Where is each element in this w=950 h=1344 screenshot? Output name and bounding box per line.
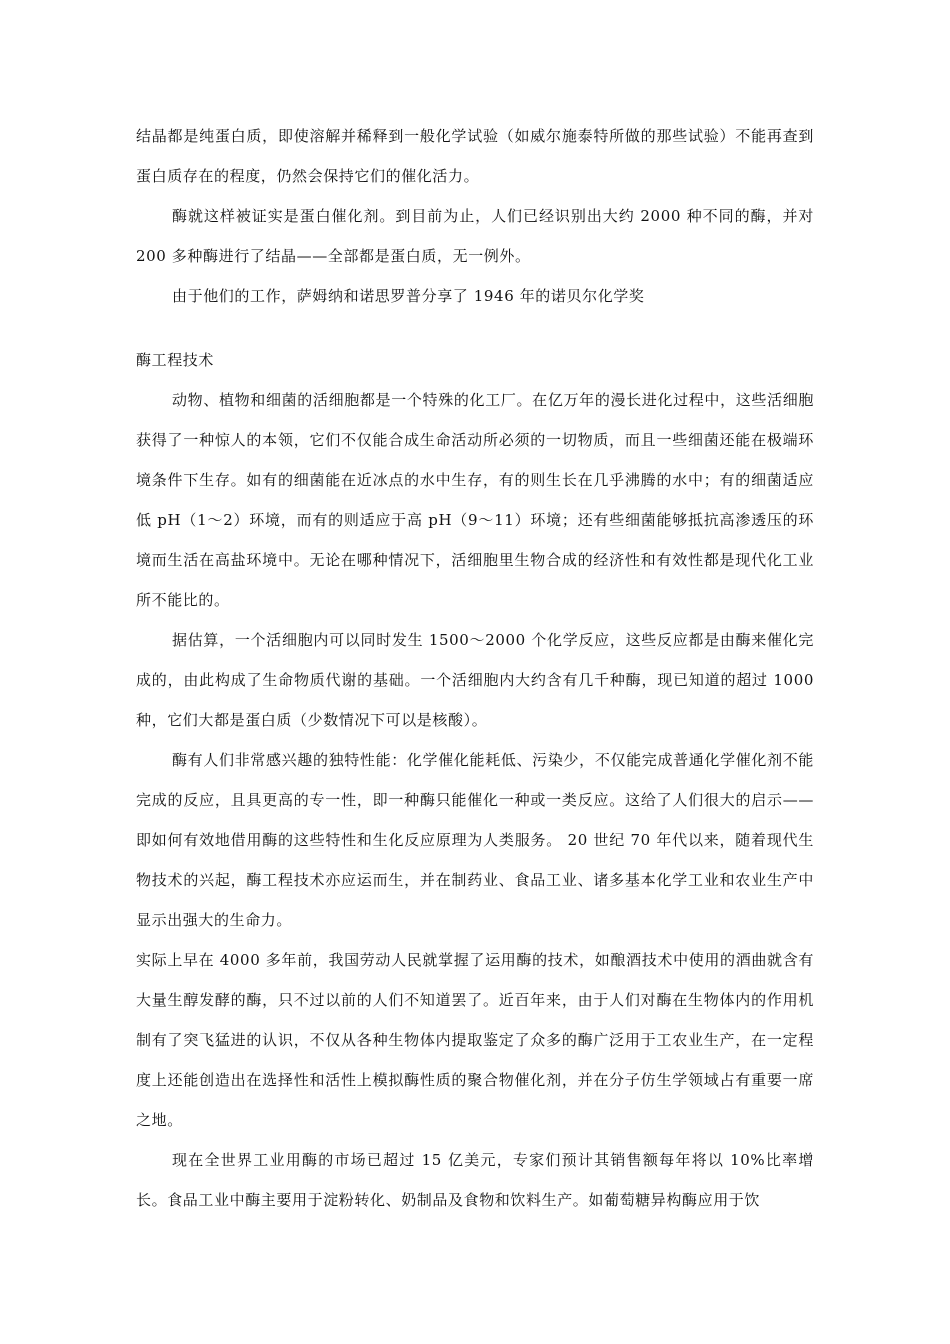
paragraph-nobel-prize: 由于他们的工作，萨姆纳和诺思罗普分享了 1946 年的诺贝尔化学奖 bbox=[172, 287, 645, 305]
paragraph-crystal-protein: 结晶都是纯蛋白质，即使溶解并稀释到一般化学试验（如威尔施泰特所做的那些试验）不能再查到蛋白质存在的程度，仍然会保持它们的催化活力。 bbox=[136, 127, 814, 185]
paragraph-enzyme-proven: 酶就这样被证实是蛋白催化剂。到目前为止，人们已经识别出大约 2000 种不同的酶，并对 200 多种酶进行了结晶——全部都是蛋白质，无一例外。 bbox=[136, 207, 814, 265]
paragraph-living-cells: 动物、植物和细菌的活细胞都是一个特殊的化工厂。在亿万年的漫长进化过程中，这些活细胞获得了一种惊人的本领，它们不仅能合成生命活动所必须的一切物质，而且一些细菌还能在极端环境条件下生存。如有的细菌能在近冰点的水中生存，有的则生长在几乎沸腾的水中；有的细菌适应低 pH（1～2）环境，而有的则适应于高 pH（9～11）环境；还有些细菌能够抵抗高渗透压的环境而生活在高盐环境中。无论在哪种情况下，活细胞里生物合成的经济性和有效性都是现代化工业所不能比的。 bbox=[136, 391, 814, 609]
paragraph-unique-properties: 酶有人们非常感兴趣的独特性能：化学催化能耗低、污染少，不仅能完成普通化学催化剂不能完成的反应，且具更高的专一性，即一种酶只能催化一种或一类反应。这给了人们很大的启示——即如何有效地借用酶的这些特性和生化反应原理为人类服务。 20 世纪 70 年代以来，随着现代生物技术的兴起，酶工程技术亦应运而生，并在制药业、食品工业、诸多基本化学工业和农业生产中显示出强大的生命力。 bbox=[136, 751, 814, 929]
document-body bbox=[136, 116, 814, 1220]
paragraph-history: 实际上早在 4000 多年前，我国劳动人民就掌握了运用酶的技术，如酿酒技术中使用的酒曲就含有大量生醇发酵的酶，只不过以前的人们不知道罢了。近百年来，由于人们对酶在生物体内的作用机制有了突飞猛进的认识，不仅从各种生物体内提取鉴定了众多的酶广泛用于工农业生产，在一定程度上还能创造出在选择性和活性上模拟酶性质的聚合物催化剂，并在分子仿生学领域占有重要一席之地。 bbox=[136, 951, 814, 1129]
section-heading: 酶工程技术 bbox=[136, 351, 215, 369]
paragraph-market: 现在全世界工业用酶的市场已超过 15 亿美元，专家们预计其销售额每年将以 10%比率增长。食品工业中酶主要用于淀粉转化、奶制品及食物和饮料生产。如葡萄糖异构酶应用于饮 bbox=[136, 1151, 814, 1209]
paragraph-estimate: 据估算，一个活细胞内可以同时发生 1500～2000 个化学反应，这些反应都是由酶来催化完成的，由此构成了生命物质代谢的基础。一个活细胞内大约含有几千种酶，现已知道的超过 1000 种，它们大都是蛋白质（少数情况下可以是核酸）。 bbox=[136, 631, 814, 729]
